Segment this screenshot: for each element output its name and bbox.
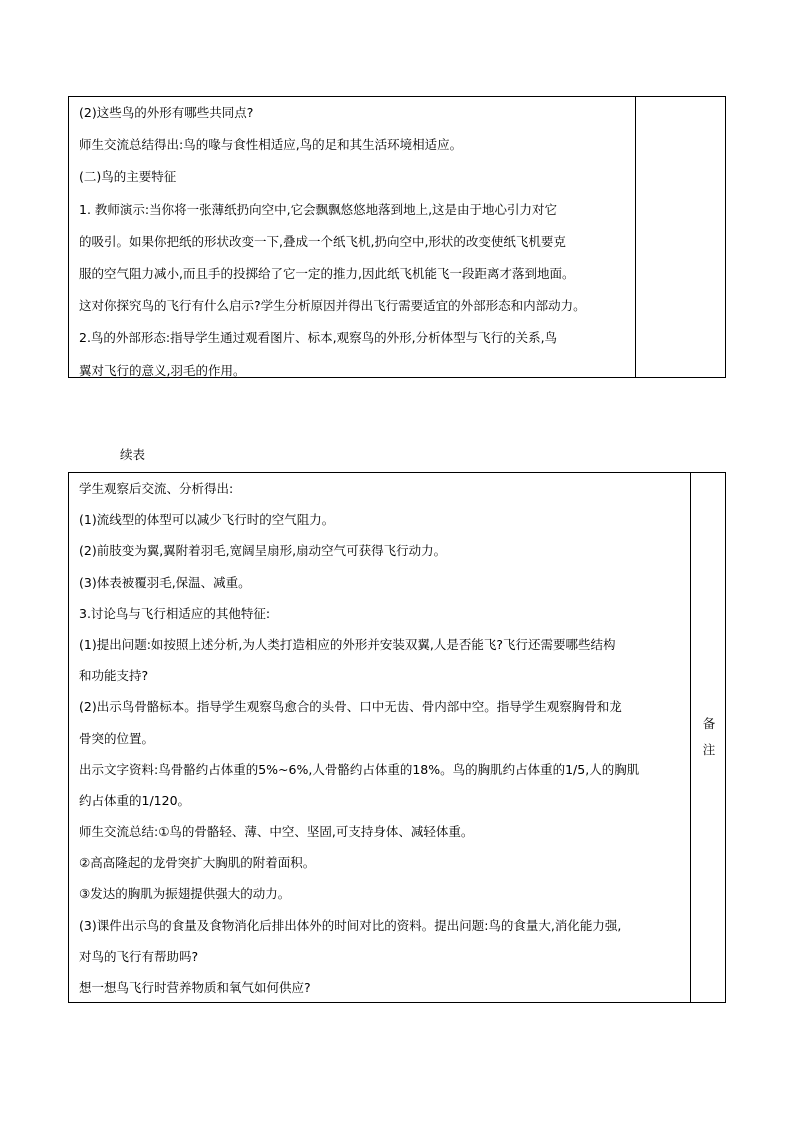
remarks-column-label xyxy=(691,711,727,763)
text-line: 学生观察后交流、分析得出: xyxy=(79,481,234,496)
text-line: 出示文字资料:鸟骨骼约占体重的5%~6%,人骨骼约占体重的18%。鸟的胸肌约占体重的1/5,人的胸肌 xyxy=(79,761,640,777)
lesson-table-part2 xyxy=(68,472,726,1003)
text-line: (2)出示鸟骨骼标本。指导学生观察鸟愈合的头骨、口中无齿、骨内部中空。指导学生观察胸骨和龙 xyxy=(79,699,622,715)
remarks-char: 注 xyxy=(702,742,716,757)
text-line: 师生交流总结得出:鸟的喙与食性相适应,鸟的足和其生活环境相适应。 xyxy=(79,137,463,153)
text-line: 1. 教师演示:当你将一张薄纸扔向空中,它会飘飘悠悠地落到地上,这是由于地心引力对它 xyxy=(79,201,558,217)
text-line: 师生交流总结:①鸟的骨骼轻、薄、中空、坚固,可支持身体、减轻体重。 xyxy=(79,824,474,840)
text-line: 翼对飞行的意义,羽毛的作用。 xyxy=(79,362,246,378)
column-divider xyxy=(635,97,636,377)
text-line: ②高高隆起的龙骨突扩大胸肌的附着面积。 xyxy=(79,855,316,871)
text-line: (1)流线型的体型可以减少飞行时的空气阻力。 xyxy=(79,512,335,528)
table1-content xyxy=(79,97,631,387)
text-line: 和功能支持? xyxy=(79,668,149,684)
text-line: ③发达的胸肌为振翅提供强大的动力。 xyxy=(79,886,291,902)
text-line: 约占体重的1/120。 xyxy=(79,792,191,808)
text-line: (3)课件出示鸟的食量及食物消化后排出体外的时间对比的资料。提出问题:鸟的食量大,消化能力强, xyxy=(79,917,622,933)
table2-content xyxy=(79,473,685,1003)
text-line: 骨突的位置。 xyxy=(79,730,155,746)
text-line: (二)鸟的主要特征 xyxy=(79,169,177,185)
text-line: 这对你探究鸟的飞行有什么启示?学生分析原因并得出飞行需要适宜的外部形态和内部动力。 xyxy=(79,298,586,314)
text-line: 2.鸟的外部形态:指导学生通过观看图片、标本,观察鸟的外形,分析体型与飞行的关系,鸟 xyxy=(79,330,558,346)
remarks-char: 备 xyxy=(702,716,716,731)
text-line: 的吸引。如果你把纸的形状改变一下,叠成一个纸飞机,扔向空中,形状的改变使纸飞机要克 xyxy=(79,233,566,249)
text-line: 想一想鸟飞行时营养物质和氧气如何供应? xyxy=(79,980,311,995)
continued-table-label: 续表 xyxy=(120,447,146,462)
text-line: 3.讨论鸟与飞行相适应的其他特征: xyxy=(79,605,271,621)
text-line: 服的空气阻力减小,而且手的投掷给了它一定的推力,因此纸飞机能飞一段距离才落到地面。 xyxy=(79,265,575,281)
text-line: (3)体表被覆羽毛,保温、减重。 xyxy=(79,574,251,590)
lesson-table-part1 xyxy=(68,96,726,378)
text-line: (2)这些鸟的外形有哪些共同点? xyxy=(79,105,254,120)
text-line: (2)前肢变为翼,翼附着羽毛,宽阔呈扇形,扇动空气可获得飞行动力。 xyxy=(79,543,447,559)
text-line: 对鸟的飞行有帮助吗? xyxy=(79,948,199,964)
text-line: (1)提出问题:如按照上述分析,为人类打造相应的外形并安装双翼,人是否能飞?飞行还需要哪些结构 xyxy=(79,636,616,652)
